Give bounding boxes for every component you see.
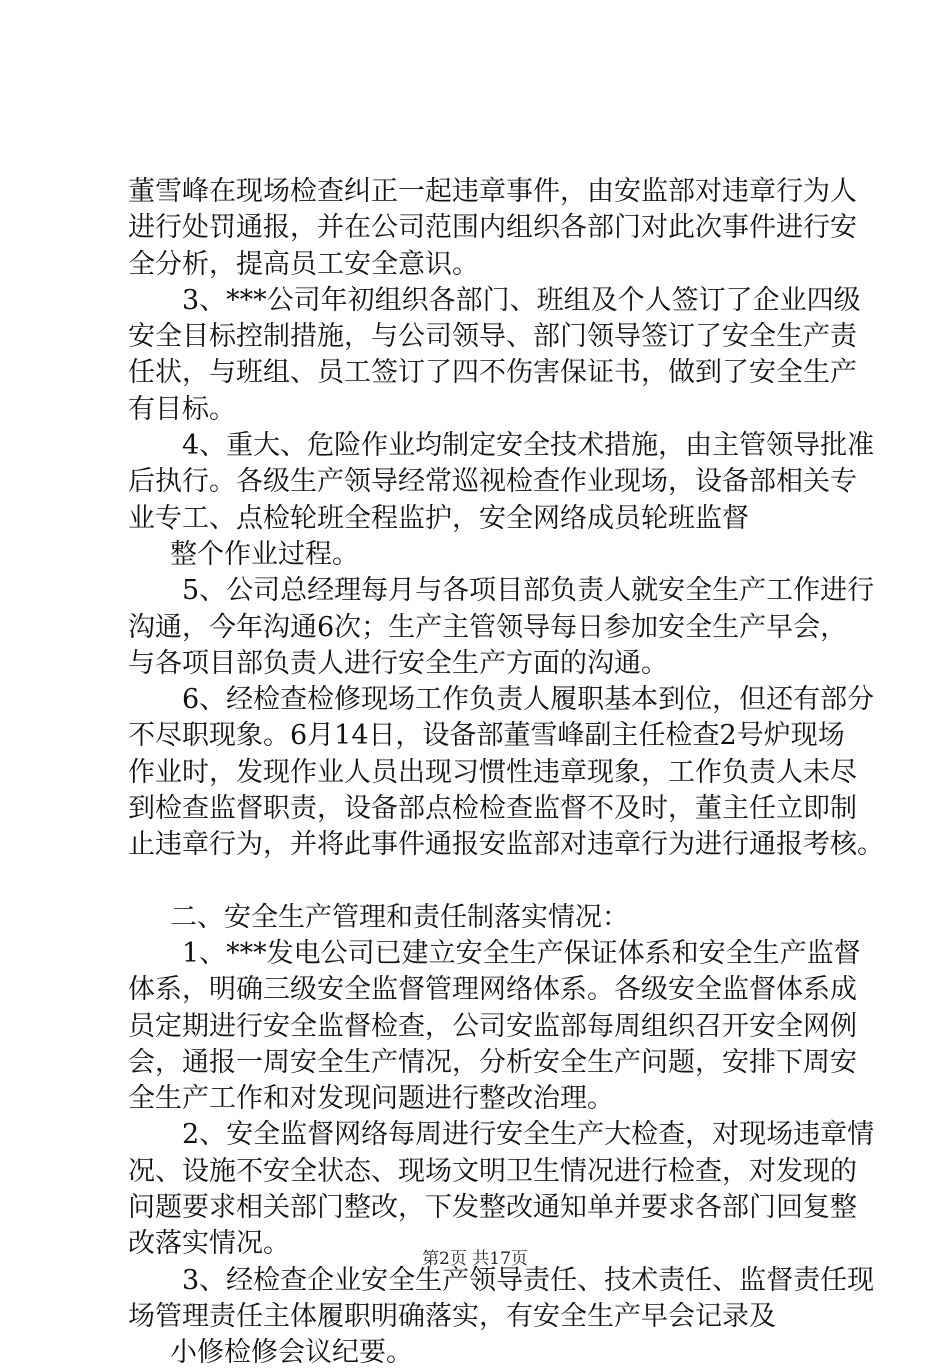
text-line: 1、***发电公司已建立安全生产保证体系和安全生产监督 (182, 937, 861, 969)
text-line: 3、经检查企业安全生产领导责任、技术责任、监督责任现 (182, 1264, 875, 1296)
text-line: 沟通，今年沟通6次；生产主管领导每日参加安全生产早会， (128, 611, 848, 643)
text-line: 5、公司总经理每月与各项目部负责人就安全生产工作进行 (182, 575, 875, 607)
text-line: 安全目标控制措施，与公司领导、部门领导签订了安全生产责 (128, 321, 857, 353)
text-line: 二、安全生产管理和责任制落实情况： (170, 901, 629, 933)
document-body (128, 174, 884, 1372)
text-line: 改落实情况。 (128, 1228, 290, 1260)
text-line: 业专工、点检轮班全程监护，安全网络成员轮班监督 (128, 502, 749, 534)
text-line: 2、安全监督网络每周进行安全生产大检查，对现场违章情 (182, 1119, 875, 1151)
text-line: 员定期进行安全监督检查，公司安监部每周组织召开安全网例 (128, 1010, 857, 1042)
text-line: 整个作业过程。 (170, 538, 359, 570)
text-line: 进行处罚通报，并在公司范围内组织各部门对此次事件进行安 (128, 212, 857, 244)
text-line: 4、重大、危险作业均制定安全技术措施，由主管领导批准 (182, 430, 875, 462)
text-line: 不尽职现象。6月14日，设备部董雪峰副主任检查2号炉现场 (128, 720, 845, 752)
text-line: 况、设施不安全状态、现场文明卫生情况进行检查，对发现的 (128, 1155, 857, 1187)
text-line: 后执行。各级生产领导经常巡视检查作业现场，设备部相关专 (128, 466, 857, 498)
page-footer: 第2页 共17页 (422, 1249, 528, 1269)
text-line: 会，通报一周安全生产情况，分析安全生产问题，安排下周安 (128, 1046, 857, 1078)
text-line: 全生产工作和对发现问题进行整改治理。 (128, 1083, 614, 1115)
blank-line (128, 864, 828, 900)
text-line: 问题要求相关部门整改，下发整改通知单并要求各部门回复整 (128, 1192, 857, 1224)
text-line: 体系，明确三级安全监督管理网络体系。各级安全监督体系成 (128, 974, 857, 1006)
text-line: 任状，与班组、员工签订了四不伤害保证书，做到了安全生产 (128, 357, 857, 389)
text-line: 与各项目部负责人进行安全生产方面的沟通。 (128, 647, 668, 679)
text-line: 场管理责任主体履职明确落实，有安全生产早会记录及 (128, 1300, 776, 1332)
text-line: 作业时，发现作业人员出现习惯性违章现象，工作负责人未尽 (128, 756, 857, 788)
text-line: 止违章行为，并将此事件通报安监部对违章行为进行通报考核。 (128, 829, 884, 861)
text-line: 6、经检查检修现场工作负责人履职基本到位，但还有部分 (182, 684, 875, 716)
text-line: 3、***公司年初组织各部门、班组及个人签订了企业四级 (182, 284, 861, 316)
text-line: 小修检修会议纪要。 (170, 1337, 413, 1369)
text-line: 董雪峰在现场检查纠正一起违章事件，由安监部对违章行为人 (128, 176, 857, 207)
text-line: 到检查监督职责，设备部点检检查监督不及时，董主任立即制 (128, 793, 857, 825)
text-line: 有目标。 (128, 393, 236, 425)
text-line: 全分析，提高员工安全意识。 (128, 248, 479, 280)
